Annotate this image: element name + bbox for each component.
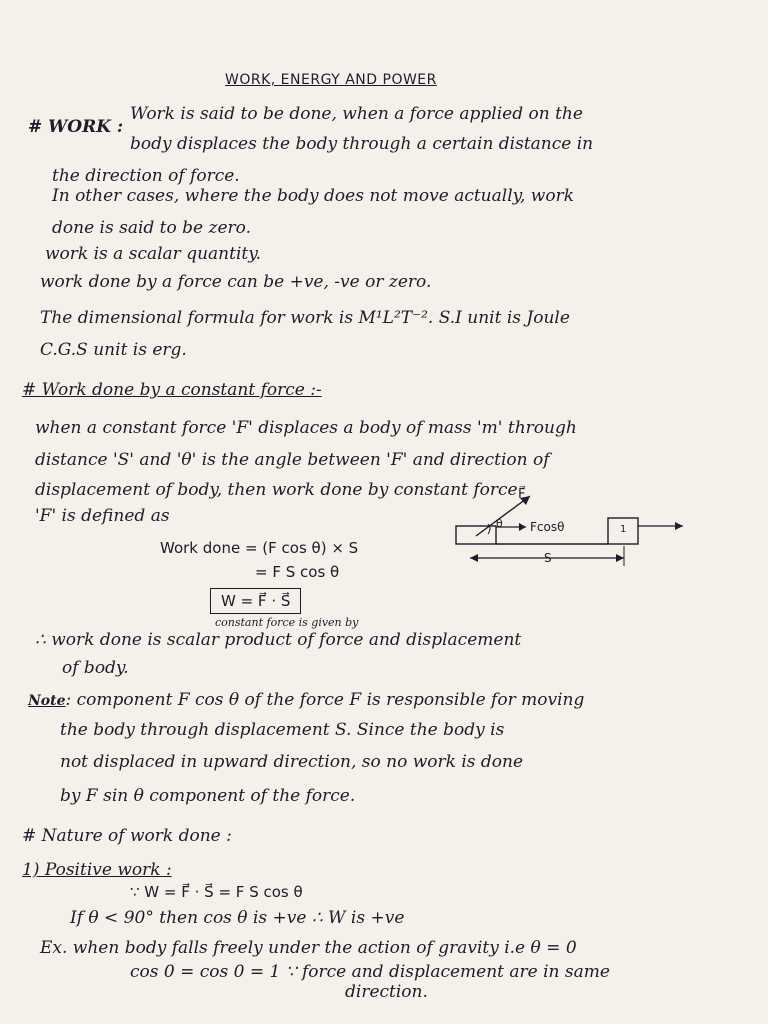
work-line-2: body displaces the body through a certain distance in — [130, 134, 594, 154]
work-heading-text: # WORK : — [28, 117, 124, 137]
equation-work-done: Work done = (F cos θ) × S — [160, 539, 359, 557]
constant-force-line-6: of body. — [62, 658, 129, 678]
constant-force-line-3: displacement of body, then work done by constant force — [35, 480, 518, 500]
nature-line-1: If θ < 90° then cos θ is +ve ∴ W is +ve — [70, 908, 405, 928]
work-line-1: Work is said to be done, when a force applied on the — [130, 104, 583, 124]
constant-force-line-4: 'F' is defined as — [35, 506, 170, 526]
nature-heading: # Nature of work done : — [22, 826, 232, 846]
nature-equation: ∵ W = F⃗ · S⃗ = F S cos θ — [130, 883, 303, 901]
note-line-1-text: : component F cos θ of the force F is responsible for moving — [65, 690, 585, 710]
work-line-9: C.G.S unit is erg. — [40, 340, 187, 360]
note-line-1 — [28, 690, 584, 711]
force-label: F⃗ — [518, 487, 526, 502]
motion-arrow-head — [675, 522, 683, 530]
constant-force-heading: # Work done by a constant force :- — [22, 380, 322, 400]
work-line-8: The dimensional formula for work is M¹L²T⁻². S.I unit is Joule — [40, 308, 570, 328]
note-label: Note — [28, 693, 66, 709]
fcos-arrow-head — [519, 523, 526, 531]
equation-caption: constant force is given by — [215, 616, 359, 629]
note-line-2: the body through displacement S. Since the body is — [60, 720, 505, 740]
equation-fs-cos: = F S cos θ — [255, 563, 340, 581]
note-line-3: not displaced in upward direction, so no work is done — [60, 752, 524, 772]
constant-force-line-5: ∴ work done is scalar product of force and displacement — [35, 630, 522, 650]
work-line-6: work is a scalar quantity. — [45, 244, 261, 264]
work-line-4: In other cases, where the body does not move actually, work — [52, 186, 575, 206]
work-line-7: work done by a force can be +ve, -ve or zero. — [40, 272, 432, 292]
theta-label: θ — [496, 517, 503, 530]
constant-force-line-1: when a constant force 'F' displaces a body of mass 'm' through — [35, 418, 577, 438]
positive-work-subheading: 1) Positive work : — [22, 860, 172, 880]
fcos-label: Fcosθ — [530, 520, 565, 534]
work-heading — [28, 117, 123, 137]
work-line-3: the direction of force. — [52, 166, 240, 186]
force-arrow — [476, 496, 530, 536]
note-line-4: by F sin θ component of the force. — [60, 786, 356, 806]
nature-line-3: cos 0 = cos 0 = 1 ∵ force and displacement are in same — [130, 962, 610, 982]
displacement-arrow-right — [616, 554, 624, 562]
equation-boxed: W = F⃗ · S⃗ — [210, 588, 301, 614]
force-diagram — [448, 486, 688, 586]
nature-line-2: Ex. when body falls freely under the action of gravity i.e θ = 0 — [40, 938, 577, 958]
displacement-label: S — [544, 551, 552, 565]
block-label: 1 — [620, 524, 627, 535]
nature-line-4: direction. — [345, 982, 428, 1002]
constant-force-line-2: distance 'S' and 'θ' is the angle between 'F' and direction of — [35, 450, 550, 470]
work-line-5: done is said to be zero. — [52, 218, 251, 238]
displacement-arrow-left — [470, 554, 478, 562]
page-title: WORK, ENERGY AND POWER — [225, 72, 437, 88]
